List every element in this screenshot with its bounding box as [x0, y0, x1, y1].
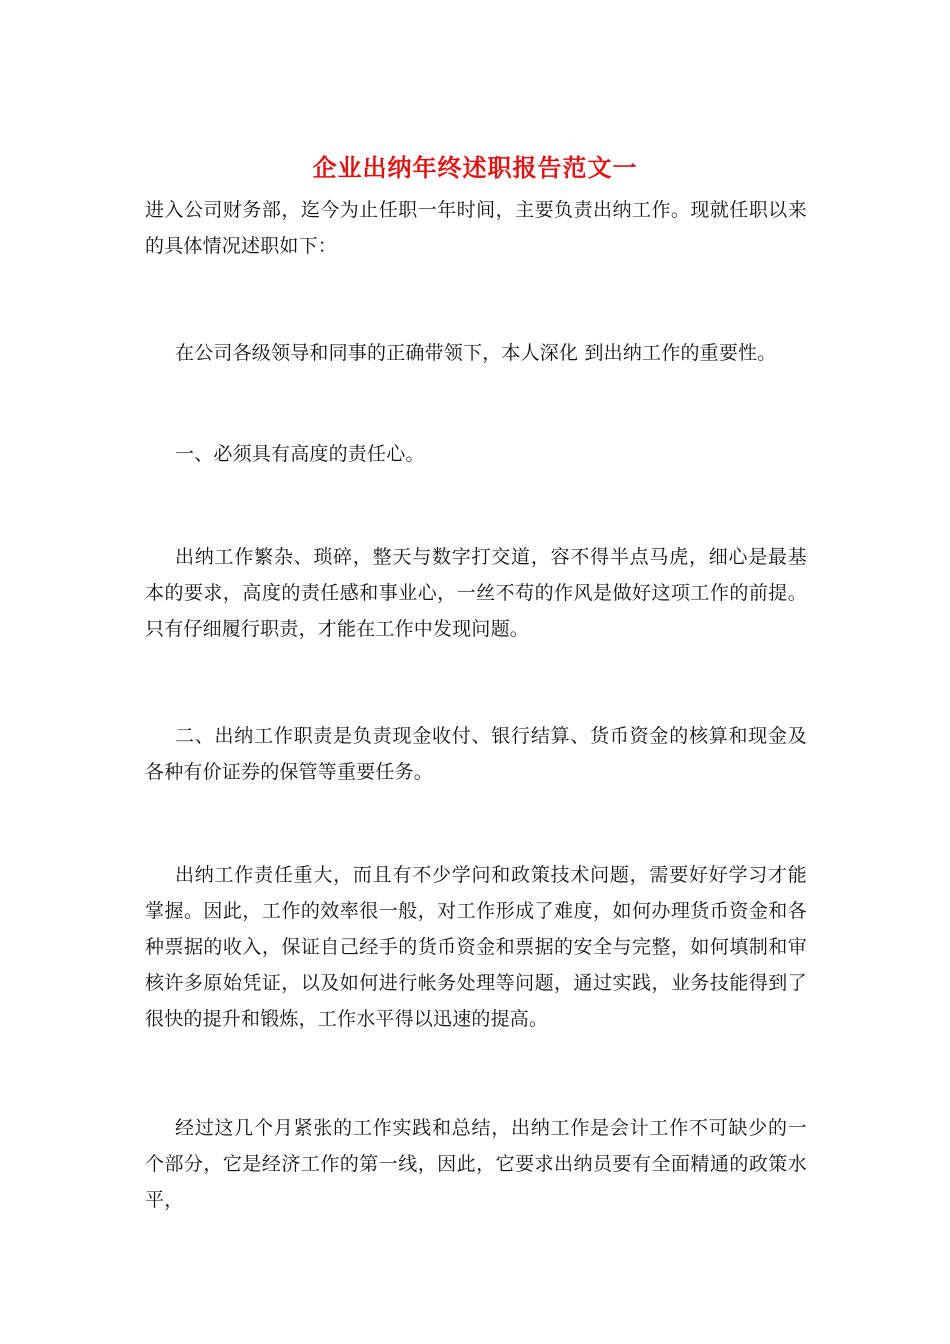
paragraph-responsibility: 出纳工作繁杂、琐碎，整天与数字打交道，容不得半点马虎，细心是最基本的要求，高度的责任感和事业心，一丝不苟的作风是做好这项工作的前提。只有仔细履行职责，才能在工作中发现问题。 [145, 546, 807, 640]
paragraph-intro: 进入公司财务部，迄今为止任职一年时间，主要负责出纳工作。现就任职以来的具体情况述职如下： [145, 199, 807, 257]
paragraph-heading-one: 一、必须具有高度的责任心。 [175, 443, 425, 465]
paragraph-leadership: 在公司各级领导和同事的正确带领下，本人深化 到出纳工作的重要性。 [175, 342, 777, 364]
paragraph-summary: 经过这几个月紧张的工作实践和总结，出纳工作是会计工作不可缺少的一个部分，它是经济工作的第一线，因此，它要求出纳员要有全面精通的政策水平， [145, 1117, 807, 1211]
paragraph-learning: 出纳工作责任重大，而且有不少学问和政策技术问题，需要好好学习才能掌握。因此，工作的效率很一般，对工作形成了难度，如何办理货币资金和各种票据的收入，保证自己经手的货币资金和票据的安全与完整，如何填制和审核许多原始凭证，以及如何进行帐务处理等问题，通过实践，业务技能得到了很快的提升和锻炼，工作水平得以迅速的提高。 [145, 864, 807, 1030]
paragraph-heading-two: 二、出纳工作职责是负责现金收付、银行结算、货币资金的核算和现金及各种有价证券的保管等重要任务。 [145, 725, 807, 783]
document-title: 企业出纳年终述职报告范文一 [312, 153, 638, 182]
